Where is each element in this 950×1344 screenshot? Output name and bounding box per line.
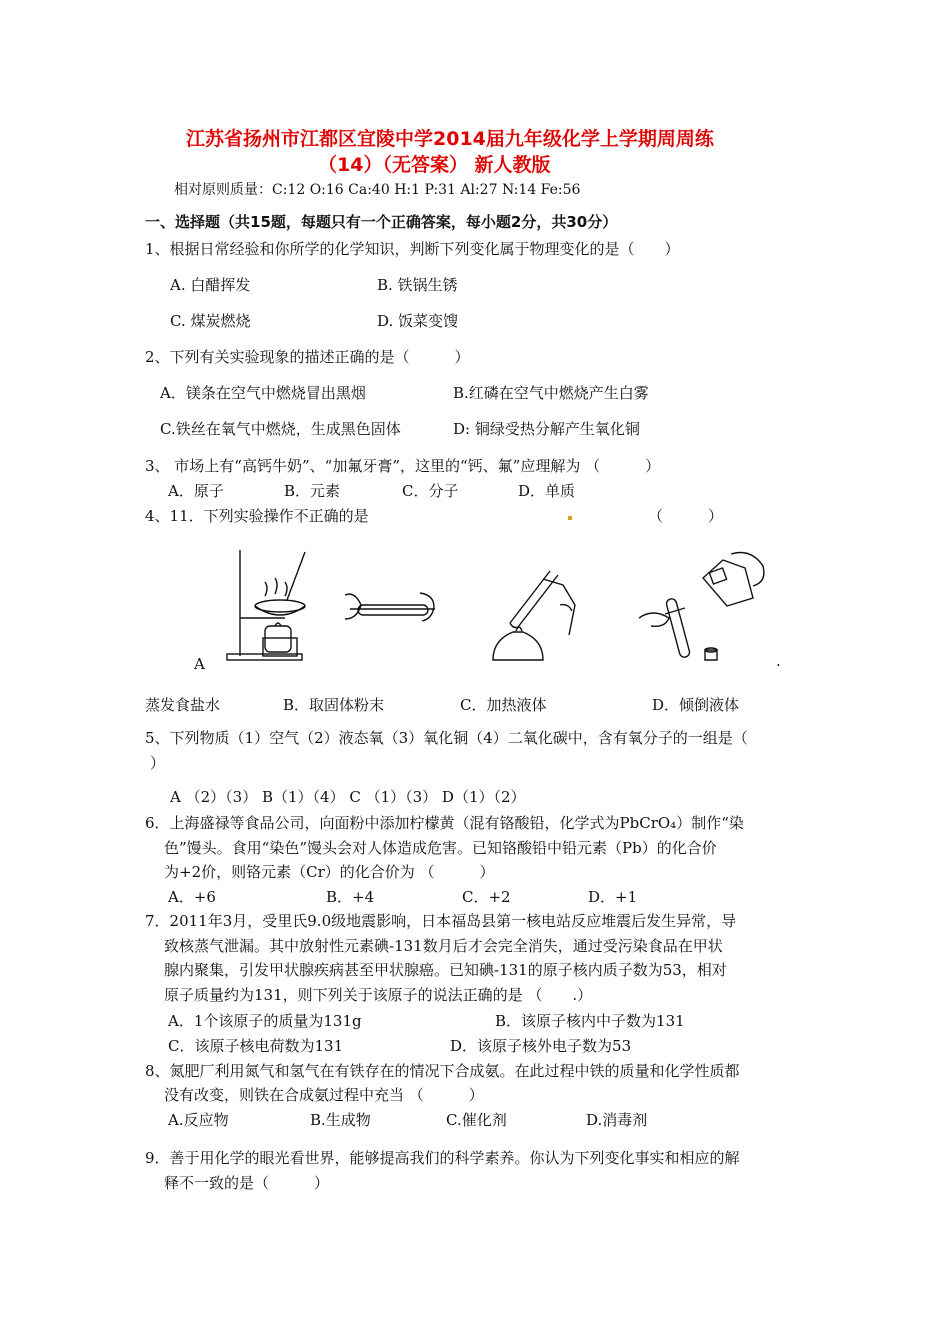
pouring-liquid-figure [635, 548, 775, 668]
q7-line1: 7．2011年3月，受里氏9.0级地震影响，日本福岛县第一核电站反应堆震后发生异常，导 [145, 912, 737, 930]
q3-option-c: C．分子 [402, 482, 459, 500]
q6-option-d: D．+1 [588, 888, 638, 906]
q6-option-b: B．+4 [326, 888, 375, 906]
q2-option-c: C.铁丝在氧气中燃烧，生成黑色固体 [160, 420, 401, 438]
q7-option-c: C．该原子核电荷数为131 [168, 1037, 344, 1055]
evaporation-apparatus-figure [225, 548, 315, 663]
q4-answer-paren: （ ） [648, 507, 724, 525]
q7-line4: 原子质量约为131，则下列关于该原子的说法正确的是 （ .） [164, 986, 593, 1004]
q1-option-c: C. 煤炭燃烧 [170, 312, 251, 330]
q6-line2: 色”馒头。食用“染色”馒头会对人体造成危害。已知铬酸铅中铅元素（Pb）的化合价 [164, 839, 717, 857]
q3-option-d: D．单质 [518, 482, 576, 500]
heating-liquid-figure [488, 565, 588, 665]
q1-option-a: A. 白醋挥发 [170, 276, 251, 294]
q7-option-a: A．1个该原子的质量为131g [168, 1012, 362, 1030]
page-title-line1: 江苏省扬州市江都区宜陵中学2014届九年级化学上学期周周练 [186, 128, 714, 150]
fig-label-a: A [194, 655, 205, 673]
q2-option-b: B.红磷在空气中燃烧产生白雾 [453, 384, 649, 402]
q8-option-c: C.催化剂 [446, 1111, 507, 1129]
q1-stem: 1、根据日常经验和你所学的化学知识，判断下列变化属于物理变化的是（ ） [145, 240, 680, 258]
q8-line2: 没有改变，则铁在合成氨过程中充当 （ ） [164, 1086, 484, 1104]
q5-stem: 5、下列物质（1）空气（2）液态氧（3）氧化铜（4）二氧化碳中，含有氧分子的一组是（ [145, 729, 748, 747]
q8-line1: 8、氮肥厂利用氮气和氢气在有铁存在的情况下合成氨。在此过程中铁的质量和化学性质都 [145, 1062, 740, 1080]
q6-line1: 6．上海盛禄等食品公司，向面粉中添加柠檬黄（混有铬酸铅，化学式为PbCrO₄）制作“染 [145, 814, 744, 832]
q6-line3: 为+2价，则铬元素（Cr）的化合价为 （ ） [164, 863, 495, 881]
section-heading: 一、选择题（共15题，每题只有一个正确答案，每小题2分，共30分） [145, 213, 618, 231]
q4-option-b: B．取固体粉末 [283, 696, 385, 714]
q5-options: A （2）（3） B（1）（4） C （1）（3） D（1）（2） [170, 788, 526, 806]
q7-option-b: B．该原子核内中子数为131 [495, 1012, 685, 1030]
q7-option-d: D．该原子核外电子数为53 [450, 1037, 632, 1055]
q2-option-a: A．镁条在空气中燃烧冒出黑烟 [160, 384, 366, 402]
q6-option-c: C．+2 [462, 888, 511, 906]
q4-option-c: C．加热液体 [460, 696, 547, 714]
q6-option-a: A．+6 [168, 888, 216, 906]
stray-mark [568, 516, 572, 520]
q3-option-b: B．元素 [284, 482, 341, 500]
q8-option-d: D.消毒剂 [586, 1111, 648, 1129]
q1-option-b: B. 铁锅生锈 [377, 276, 458, 294]
q3-option-a: A．原子 [168, 482, 224, 500]
q1-option-d: D. 饭菜变馊 [377, 312, 459, 330]
q2-option-d: D: 铜绿受热分解产生氧化铜 [453, 420, 640, 438]
q2-stem: 2、下列有关实验现象的描述正确的是（ ） [145, 348, 470, 366]
powder-sampling-figure [340, 585, 440, 635]
q8-option-b: B.生成物 [310, 1111, 371, 1129]
q7-line2: 致核蒸气泄漏。其中放射性元素碘-131数月后才会完全消失，通过受污染食品在甲状 [164, 937, 723, 955]
atomic-mass-line: 相对原则质量：C:12 O:16 Ca:40 H:1 P:31 Al:27 N:14 Fe:56 [174, 182, 581, 198]
q4-option-a: 蒸发食盐水 [145, 696, 221, 714]
q4-option-d: D．倾倒液体 [652, 696, 740, 714]
q3-stem: 3、 市场上有“高钙牛奶”、“加氟牙膏”，这里的“钙、氟”应理解为 （ ） [145, 457, 661, 475]
q5-stem-end: ） [150, 754, 166, 772]
page-title-line2: （14）（无答案） 新人教版 [318, 154, 551, 176]
q9-line2: 释不一致的是（ ） [164, 1174, 330, 1192]
q9-line1: 9．善于用化学的眼光看世界，能够提高我们的科学素养。你认为下列变化事实和相应的解 [145, 1149, 740, 1167]
q7-line3: 腺内聚集，引发甲状腺疾病甚至甲状腺癌。已知碘-131的原子核内质子数为53，相对 [164, 961, 727, 979]
q4-stem: 4、11．下列实验操作不正确的是 [145, 507, 369, 525]
q8-option-a: A.反应物 [168, 1111, 229, 1129]
fig-dot: . [776, 652, 781, 670]
